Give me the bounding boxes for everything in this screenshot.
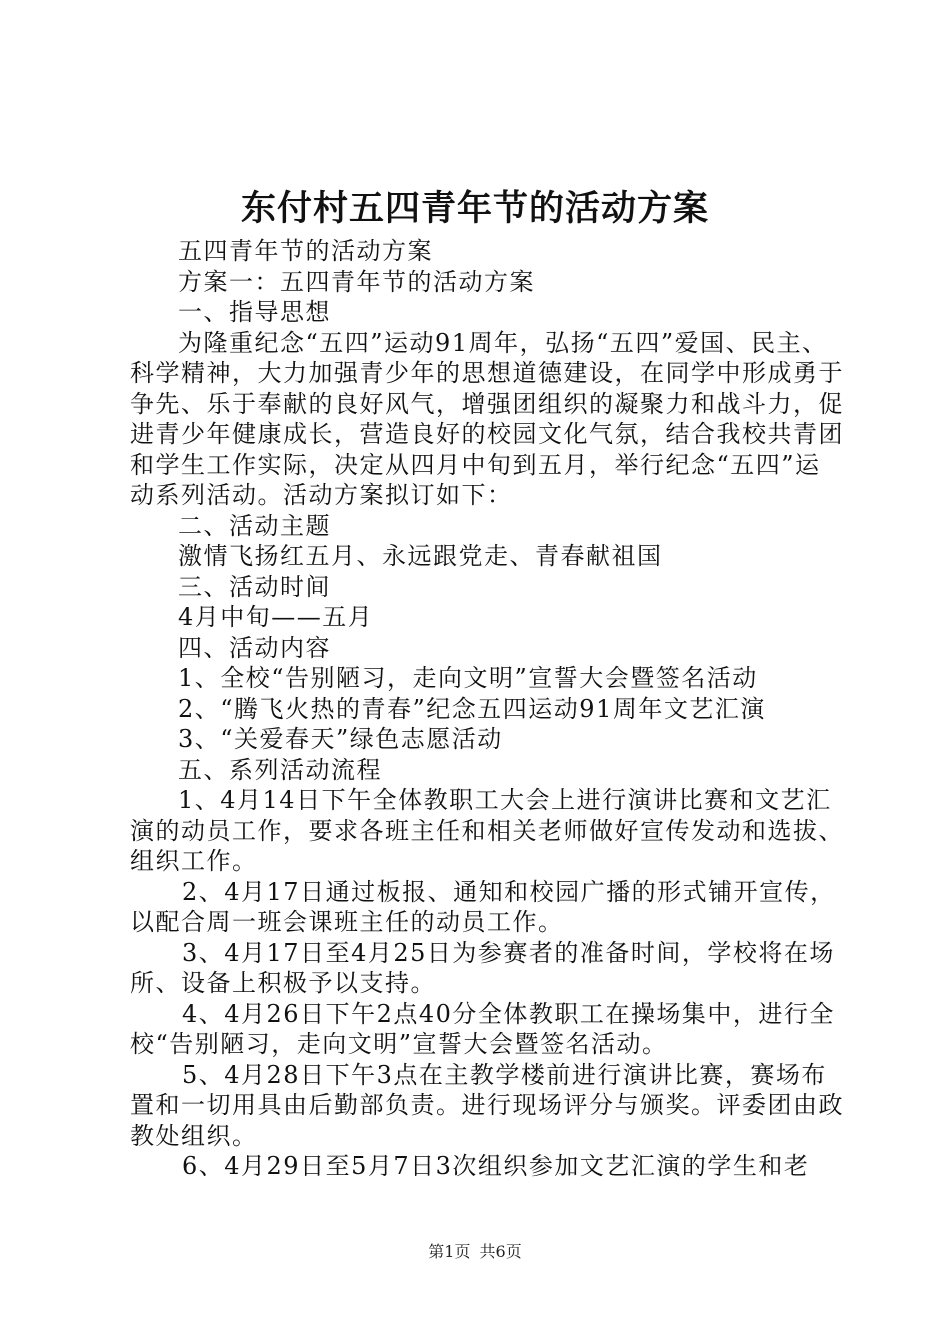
page-number: 第1页 [428, 1242, 471, 1261]
list-item: 3、“关爱春天”绿色志愿活动 [178, 725, 503, 753]
paragraph: 五四青年节的活动方案 [178, 237, 433, 265]
list-item: 3、4月17日至4月25日为参赛者的准备时间，学校将在场所、设备上积极予以支持。 [130, 938, 835, 997]
list-item: 1、全校“告别陋习，走向文明”宣誓大会暨签名活动 [178, 664, 758, 692]
list-item: 4、4月26日下午2点40分全体教职工在操场集中，进行全校“告别陋习，走向文明”宣誓大会暨签名活动。 [130, 999, 835, 1058]
page-footer [0, 1242, 950, 1262]
section-heading: 三、活动时间 [178, 572, 331, 601]
list-item: 5、4月28日下午3点在主教学楼前进行演讲比赛，赛场布置和一切用具由后勤部负责。进行现场评分与颁奖。评委团由政教处组织。 [130, 1060, 844, 1150]
section-heading: 五、系列活动流程 [178, 755, 382, 784]
paragraph: 方案一：五四青年节的活动方案 [178, 267, 535, 296]
page-total: 共6页 [479, 1242, 522, 1261]
list-item: 1、4月14日下午全体教职工大会上进行演讲比赛和文艺汇演的动员工作，要求各班主任和相关老师做好宣传发动和选拔、组织工作。 [130, 786, 844, 875]
section-heading: 二、活动主题 [178, 511, 331, 540]
list-item: 2、4月17日通过板报、通知和校园广播的形式铺开宣传，以配合周一班会课班主任的动员工作。 [130, 877, 836, 936]
section-heading: 一、指导思想 [178, 298, 331, 326]
document-body [130, 236, 845, 1182]
document-title: 东付村五四青年节的活动方案 [240, 188, 709, 229]
list-item: 6、4月29日至5月7日3次组织参加文艺汇演的学生和老 [182, 1152, 810, 1180]
paragraph: 激情飞扬红五月、永远跟党走、青春献祖国 [178, 542, 663, 570]
paragraph: 4月中旬——五月 [178, 603, 374, 631]
section-heading: 四、活动内容 [178, 633, 331, 662]
list-item: 2、“腾飞火热的青春”纪念五四运动91周年文艺汇演 [178, 694, 766, 723]
paragraph: 为隆重纪念“五四”运动91周年，弘扬“五四”爱国、民主、科学精神，大力加强青少年的思想道德建设，在同学中形成勇于争先、乐于奉献的良好风气，增强团组织的凝聚力和战斗力，促进青少年健康成长，营造良好的校园文化气氛，结合我校共青团和学生工作实际，决定从四月中旬到五月，举行纪念“五四”运动系列活动。活动方案拟订如下： [130, 328, 844, 509]
